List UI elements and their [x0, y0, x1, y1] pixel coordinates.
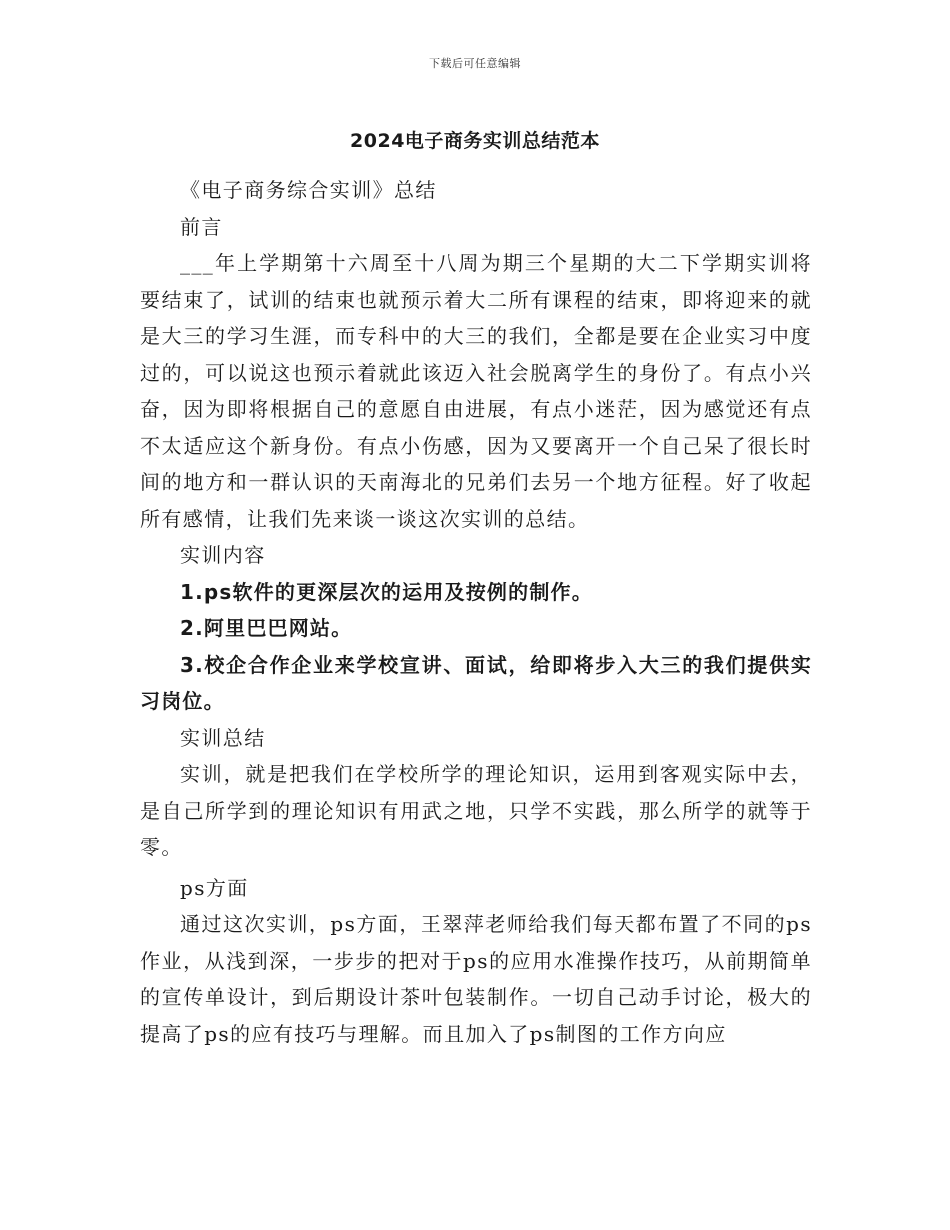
document-title: 2024电子商务实训总结范本: [350, 130, 600, 152]
body-paragraph-ps: 通过这次实训，ps方面，王翠萍老师给我们每天都布置了不同的ps作业，从浅到深，一步步的把对于ps的应用水准操作技巧，从前期简单的宣传单设计，到后期设计茶叶包装制作。一切自己动手讨论，极大的提高了ps的应有技巧与理解。而且加入了ps制图的工作方向应: [140, 912, 812, 1046]
section-heading-ps: ps方面: [180, 875, 249, 900]
header-note: 下载后可任意编辑: [429, 57, 521, 70]
document-body: [140, 172, 812, 1052]
content-item-1: 1.ps软件的更深层次的运用及按例的制作。: [180, 579, 593, 604]
section-heading-preface: 前言: [180, 214, 223, 239]
content-item-3: 3.校企合作企业来学校宣讲、面试，给即将步入大三的我们提供实习岗位。: [140, 652, 812, 713]
section-heading-content: 实训内容: [180, 543, 266, 567]
section-heading-summary: 实训总结: [180, 725, 266, 750]
body-paragraph-preface: ___年上学期第十六周至十八周为期三个星期的大二下学期实训将要结束了，试训的结束也就预示着大二所有课程的结束，即将迎来的就是大三的学习生涯，而专科中的大三的我们，全都是要在企业实习中度过的，可以说这也预示着就此该迈入社会脱离学生的身份了。有点小兴奋，因为即将根据自己的意愿自由进展，有点小迷茫，因为感觉还有点不太适应这个新身份。有点小伤感，因为又要离开一个自己呆了很长时间的地方和一群认识的天南海北的兄弟们去另一个地方征程。好了收起所有感情，让我们先来谈一谈这次实训的总结。: [140, 251, 812, 531]
body-paragraph-summary: 实训，就是把我们在学校所学的理论知识，运用到客观实际中去，是自己所学到的理论知识有用武之地，只学不实践，那么所学的就等于零。: [140, 762, 812, 859]
subtitle-paragraph: 《电子商务综合实训》总结: [180, 178, 437, 202]
content-item-2: 2.阿里巴巴网站。: [180, 616, 353, 640]
